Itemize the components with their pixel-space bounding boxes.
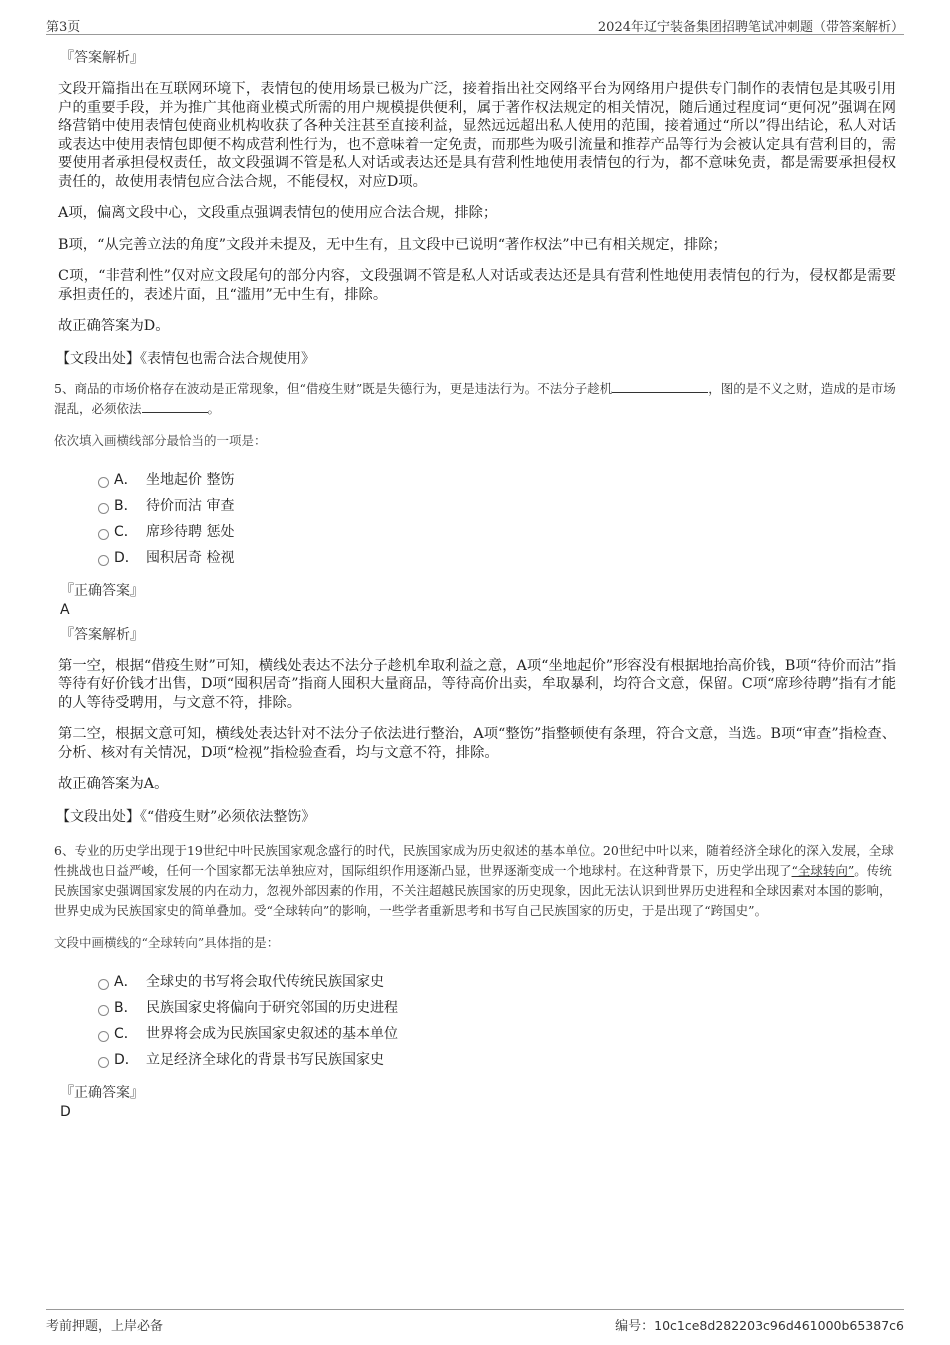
q5-stem: 5、商品的市场价格存在波动是正常现象，但“借疫生财”既是失德行为，更是违法行为。不法分子趁机 ，图的是不义之财，造成的是市场混乱，必须依法 。	[54, 380, 896, 416]
q6-correct-answer: D	[60, 1103, 71, 1120]
radio-button[interactable]	[98, 555, 109, 566]
q5-option-d[interactable]: D． 囤积居奇 检视	[98, 545, 896, 571]
main-content	[56, 48, 896, 1127]
q5-options	[98, 467, 896, 571]
q5-prompt: 依次填入画横线部分最恰当的一项是：	[54, 432, 267, 448]
page-footer	[46, 1309, 904, 1336]
q5-blank-2	[142, 400, 208, 413]
radio-button[interactable]	[98, 1005, 109, 1016]
q6-options	[98, 969, 896, 1073]
q5-analysis-paragraph: 第一空，根据“借疫生财”可知，横线处表达不法分子趁机牟取利益之意，A项“坐地起价”形容没有根据地抬高价钱，B项“待价而沽”指等待有好价钱才出售，D项“囤积居奇”指商人囤积大量商品，等待高价出卖，牟取暴利，均符合文意，保留。C项“席珍待聘”指有才能的人等待受聘用，与文意不符，排除。	[58, 657, 896, 711]
page-number: 第3页	[46, 20, 81, 35]
q6-option-a[interactable]: A． 全球史的书写将会取代传统民族国家史	[98, 969, 896, 995]
q5-correct-label: 『正确答案』	[60, 582, 144, 599]
q6-option-b[interactable]: B． 民族国家史将偏向于研究邻国的历史进程	[98, 995, 896, 1021]
radio-button[interactable]	[98, 1031, 109, 1042]
q5-analysis-paragraph: 第二空，根据文意可知，横线处表达针对不法分子依法进行整治，A项“整饬”指整顿使有条理，符合文意，当选。B项“审查”指检查、分析、核对有关情况，D项“检视”指检验查看，均与文意不符，排除。	[58, 726, 896, 761]
q4-source: 【文段出处】《表情包也需合法合规使用》	[56, 350, 315, 367]
q5-source: 【文段出处】《“借疫生财”必须依法整饬》	[56, 808, 316, 825]
q5-analysis-label: 『答案解析』	[60, 626, 144, 643]
radio-button[interactable]	[98, 503, 109, 514]
q6-correct-label: 『正确答案』	[60, 1084, 144, 1101]
q5-option-a[interactable]: A． 坐地起价 整饬	[98, 467, 896, 493]
q5-blank-1	[612, 380, 708, 393]
radio-button[interactable]	[98, 477, 109, 488]
q4-analysis-paragraph: A项，偏离文段中心，文段重点强调表情包的使用应合法合规，排除；	[58, 205, 498, 221]
document-code: 编号：10c1ce8d282203c96d461000b65387c6	[615, 1318, 904, 1334]
q6-option-d[interactable]: D． 立足经济全球化的背景书写民族国家史	[98, 1047, 896, 1073]
radio-button[interactable]	[98, 1057, 109, 1068]
q6-prompt: 文段中画横线的“全球转向”具体指的是：	[54, 934, 280, 950]
q4-analysis-paragraph: B项，“从完善立法的角度”文段并未提及，无中生有，且文段中已说明“著作权法”中已有相关规定，排除；	[58, 236, 727, 253]
q4-analysis-conclusion: 故正确答案为D。	[58, 318, 170, 334]
radio-button[interactable]	[98, 979, 109, 990]
q4-analysis-label: 『答案解析』	[60, 50, 144, 66]
q6-stem: 6、专业的历史学出现于19世纪中叶民族国家观念盛行的时代，民族国家成为历史叙述的基本单位。20世纪中叶以来，随着经济全球化的深入发展，全球性挑战也日益严峻，任何一个国家都无法单独应对，国际组织作用逐渐凸显，世界逐渐变成一个地球村。在这种背景下，历史学出现了“全球转向”。传统民族国家史强调国家发展的内在动力，忽视外部因素的作用，不关注超越民族国家的历史现象，因此无法认识到世界历史进程和全球因素对本国的影响，世界史成为民族国家史的简单叠加。受“全球转向”的影响，一些学者重新思考和书写自己民族国家的历史，于是出现了“跨国史”。	[54, 842, 894, 918]
q4-analysis-paragraph: C项，“非营利性”仅对应文段尾句的部分内容，文段强调不管是私人对话或表达还是具有营利性地使用表情包的行为，侵权都是需要承担责任的，表述片面，且“滥用”无中生有，排除。	[58, 268, 896, 303]
q6-underlined-term: “全球转向”	[791, 862, 855, 878]
q5-option-c[interactable]: C． 席珍待聘 惩处	[98, 519, 896, 545]
q4-analysis-paragraph: 文段开篇指出在互联网环境下，表情包的使用场景已极为广泛，接着指出社交网络平台为网络用户提供专门制作的表情包是其吸引用户的重要手段，并为推广其他商业模式所需的用户规模提供便利，属于著作权法规定的相关情况，随后通过程度词“更何况”强调在网络营销中使用表情包使商业机构收获了各种关注甚至直接利益，显然远远超出私人使用的范围，接着通过“所以”得出结论，私人对话或表达中使用表情包即便不构成营利性行为，也不意味着一定免责，而那些为吸引流量和推荐产品等行为会被认定具有营利目的，需要使用者承担侵权责任，故文段强调不管是私人对话或表达还是具有营利性地使用表情包的行为，都不意味免责，都是需要承担侵权责任的，故使用表情包应合法合规，不能侵权，对应D项。	[58, 81, 896, 190]
document-title: 2024年辽宁装备集团招聘笔试冲刺题（带答案解析）	[597, 20, 904, 35]
footer-slogan: 考前押题，上岸必备	[46, 1319, 164, 1334]
page-header	[46, 14, 904, 35]
q5-analysis-conclusion: 故正确答案为A。	[58, 776, 169, 792]
radio-button[interactable]	[98, 529, 109, 540]
q6-option-c[interactable]: C． 世界将会成为民族国家史叙述的基本单位	[98, 1021, 896, 1047]
q5-correct-answer: A	[60, 601, 70, 618]
q5-option-b[interactable]: B． 待价而沽 审查	[98, 493, 896, 519]
